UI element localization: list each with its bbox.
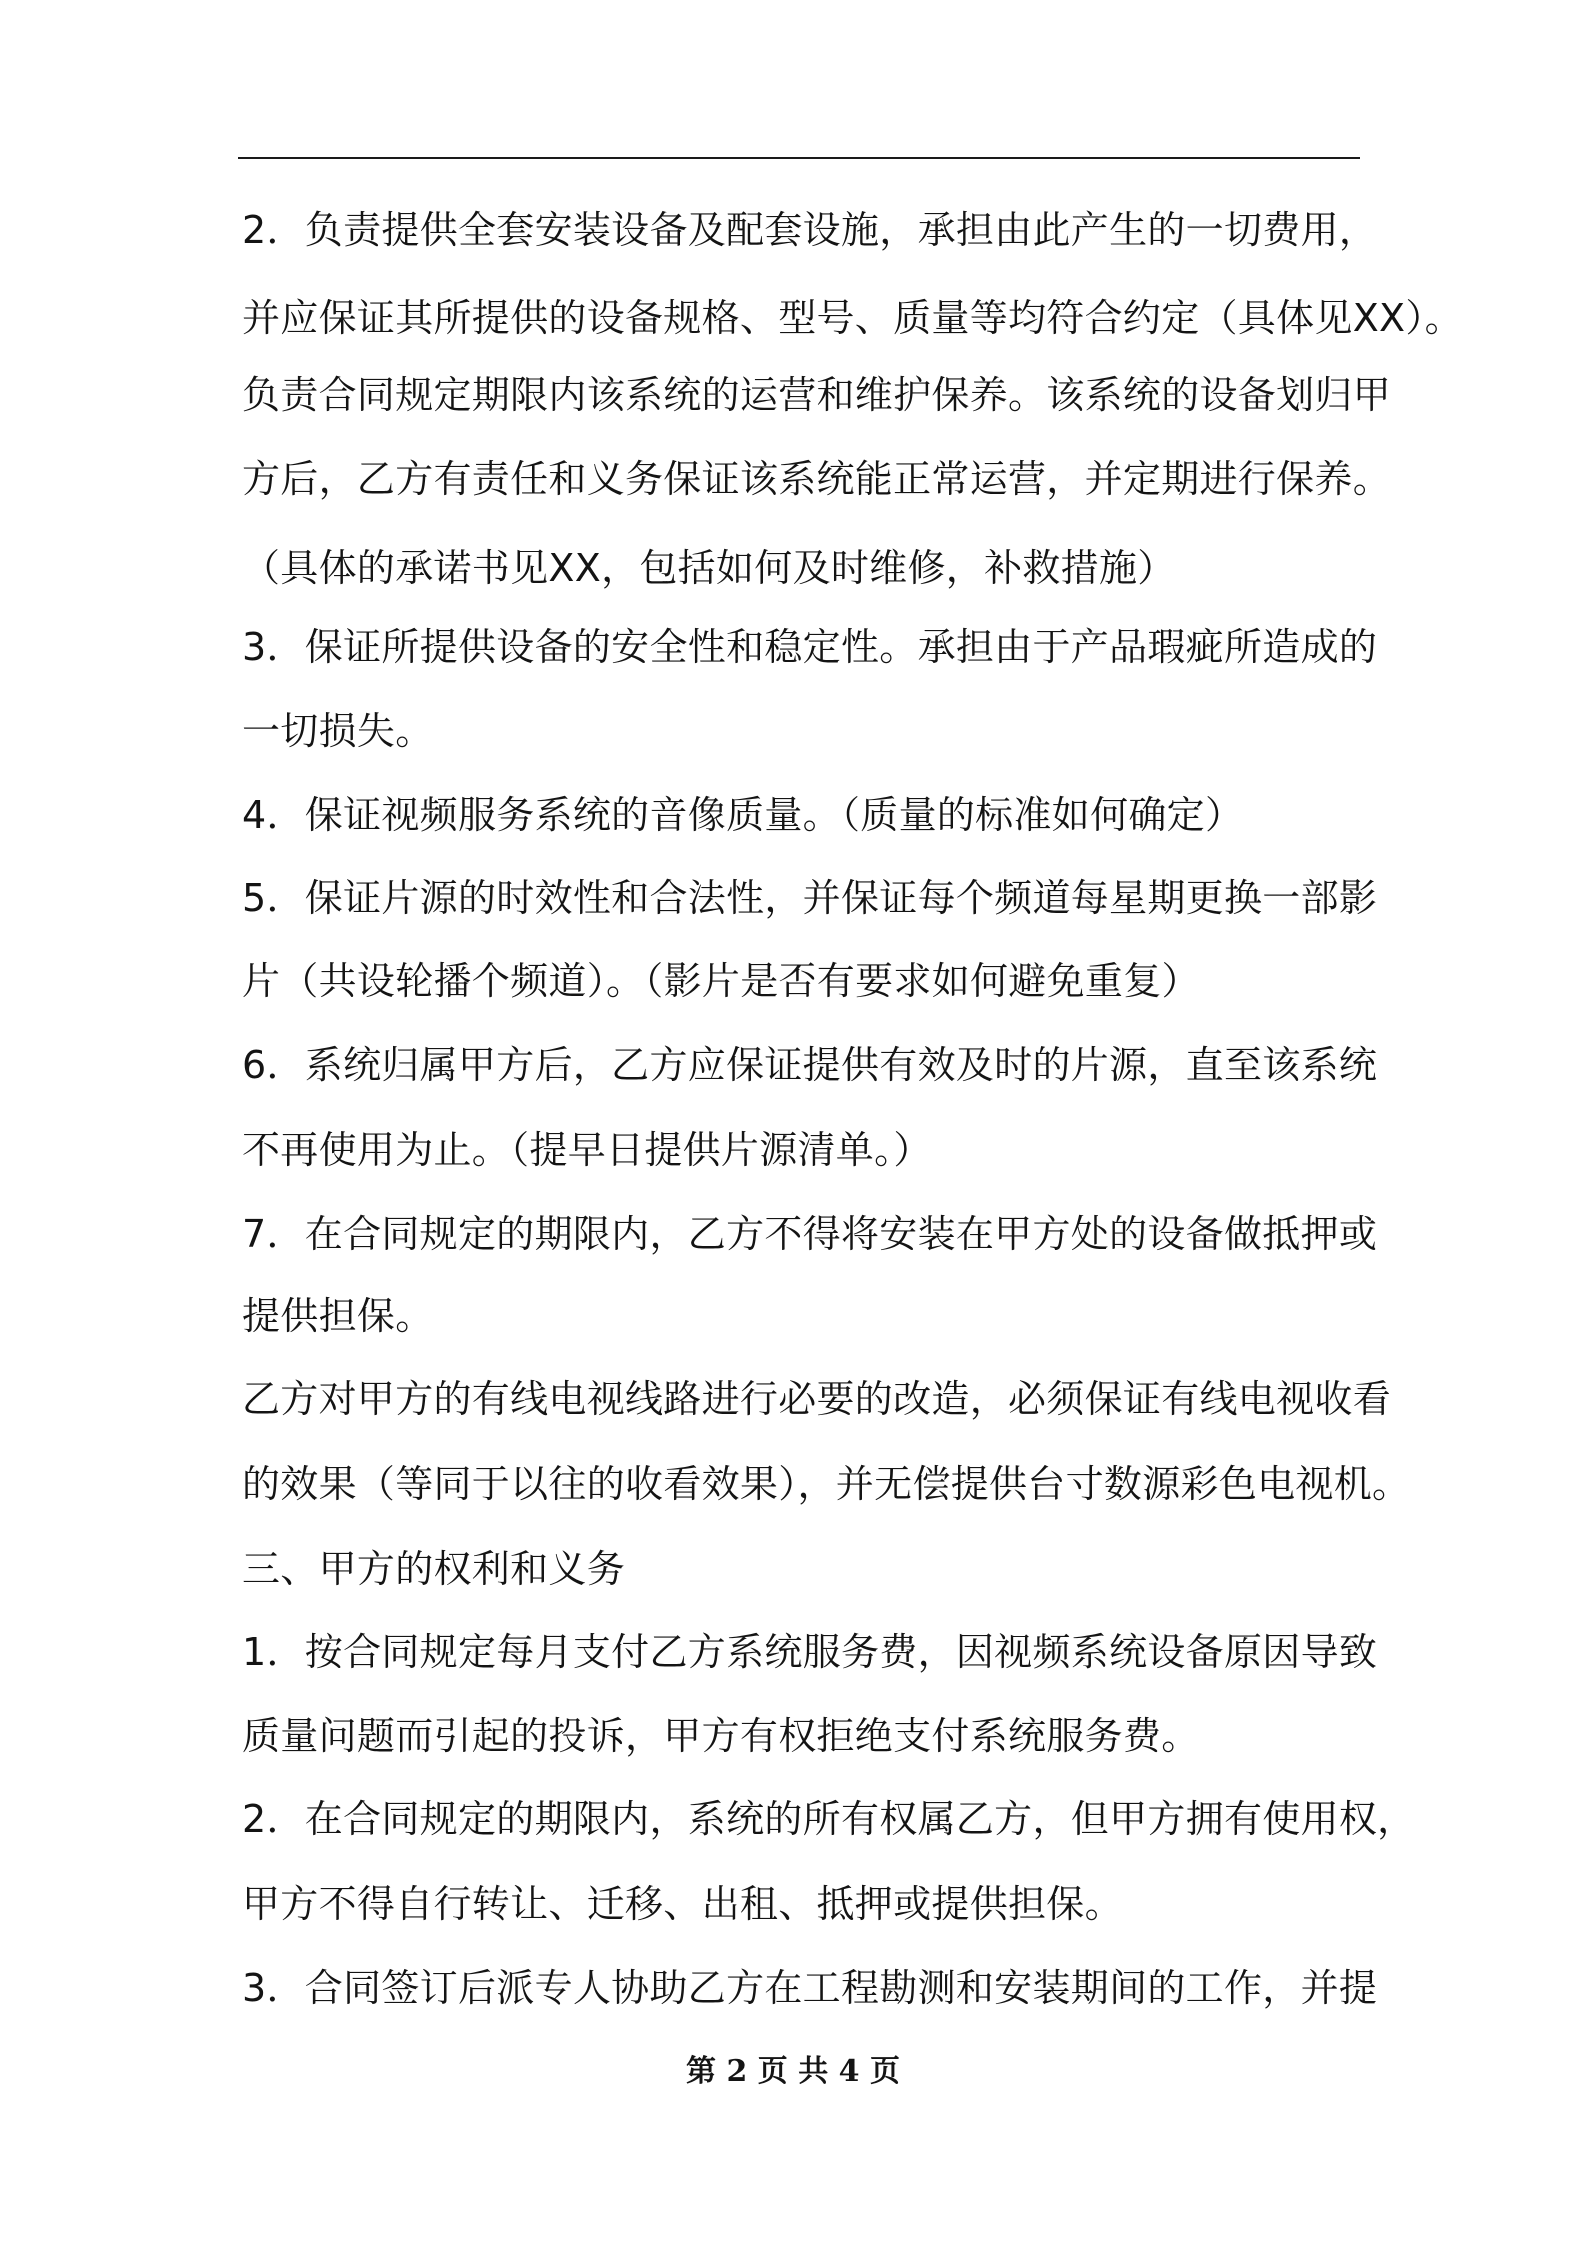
body-line: 不再使用为止。（提早日提供片源清单。） (242, 1128, 932, 1172)
body-line: 2．负责提供全套安装设备及配套设施，承担由此产生的一切费用， (242, 208, 1378, 252)
body-line: 负责合同规定期限内该系统的运营和维护保养。该系统的设备划归甲 (242, 373, 1392, 417)
body-line: 4．保证视频服务系统的音像质量。（质量的标准如何确定） (242, 793, 1244, 837)
body-line: 提供担保。 (242, 1294, 434, 1338)
body-line: 乙方对甲方的有线电视线路进行必要的改造，必须保证有线电视收看 (242, 1377, 1392, 1421)
header-rule (238, 157, 1360, 159)
body-line: 方后，乙方有责任和义务保证该系统能正常运营，并定期进行保养。 (242, 457, 1392, 501)
body-line: 一切损失。 (242, 709, 434, 753)
body-line: 片（共设轮播个频道）。（影片是否有要求如何避免重复） (242, 959, 1200, 1003)
body-line: 质量问题而引起的投诉，甲方有权拒绝支付系统服务费。 (242, 1714, 1200, 1758)
body-line: 3．保证所提供设备的安全性和稳定性。承担由于产品瑕疵所造成的 (242, 625, 1378, 669)
body-line: 2．在合同规定的期限内，系统的所有权属乙方，但甲方拥有使用权， (242, 1797, 1416, 1841)
body-line: 3．合同签订后派专人协助乙方在工程勘测和安装期间的工作，并提 (242, 1966, 1378, 2010)
body-line: 并应保证其所提供的设备规格、型号、质量等均符合约定（具体见XX）。 (242, 296, 1463, 340)
body-line: 6．系统归属甲方后，乙方应保证提供有效及时的片源，直至该系统 (242, 1043, 1378, 1087)
body-line: 7．在合同规定的期限内，乙方不得将安装在甲方处的设备做抵押或 (242, 1212, 1378, 1256)
section-heading: 三、甲方的权利和义务 (242, 1547, 626, 1591)
body-line: 1．按合同规定每月支付乙方系统服务费，因视频系统设备原因导致 (242, 1630, 1378, 1674)
body-line: 5．保证片源的时效性和合法性，并保证每个频道每星期更换一部影 (242, 876, 1378, 920)
body-line: 甲方不得自行转让、迁移、出租、抵押或提供担保。 (242, 1882, 1123, 1926)
page-number: 第 2 页 共 4 页 (686, 2054, 900, 2089)
body-line: 的效果（等同于以往的收看效果），并无偿提供台寸数源彩色电视机。 (242, 1462, 1411, 1506)
body-line: （具体的承诺书见XX，包括如何及时维修，补救措施） (242, 546, 1176, 590)
